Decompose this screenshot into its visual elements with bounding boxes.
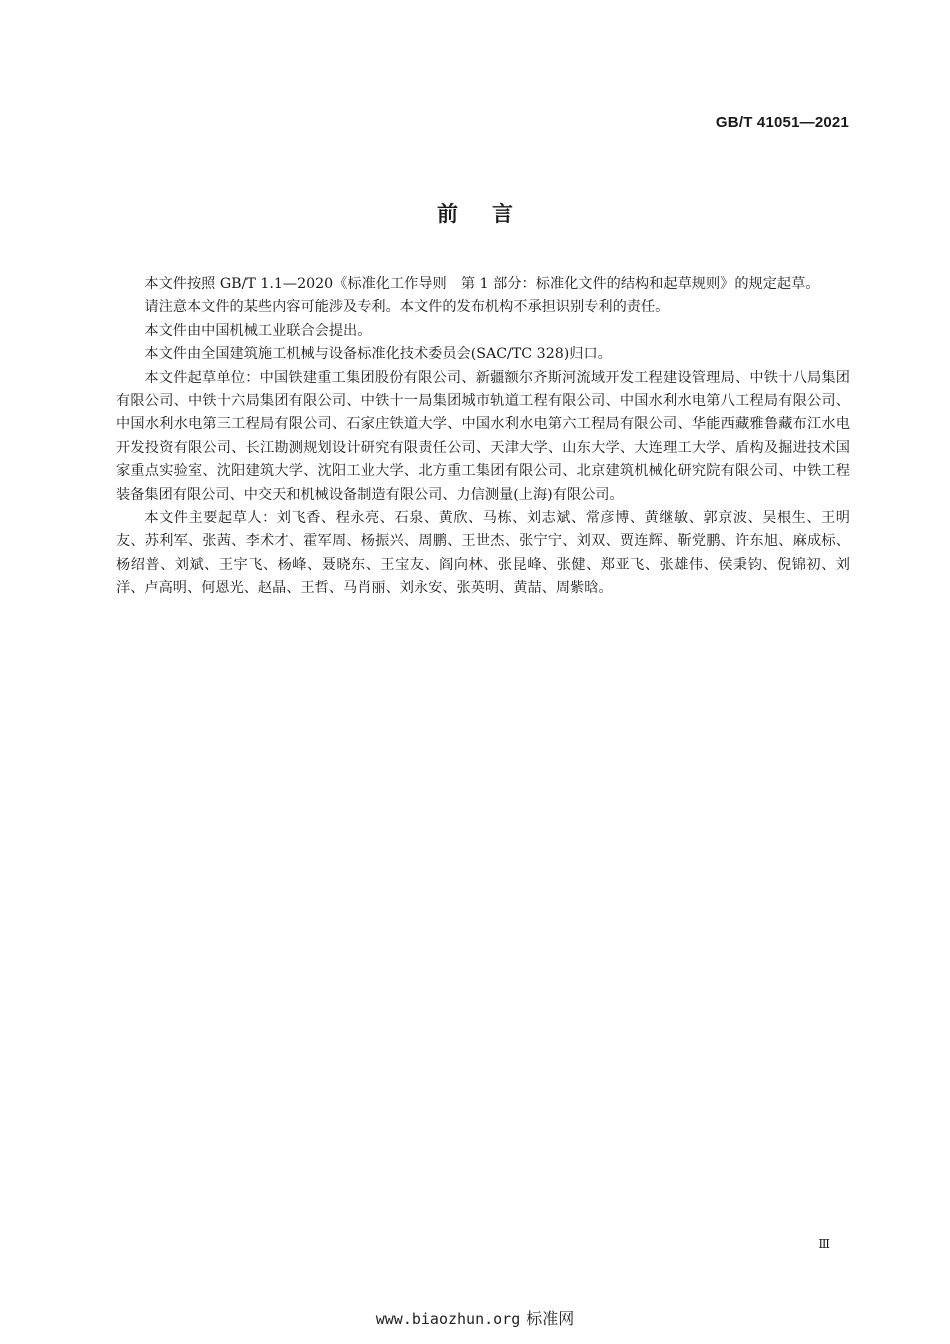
page-title: 前言	[437, 202, 547, 226]
footer-site-name: 标准网	[526, 1309, 575, 1328]
paragraph-drafters: 本文件主要起草人：刘飞香、程永亮、石泉、黄欣、马栋、刘志斌、常彦博、黄继敏、郭京波、吴根生、王明友、苏利军、张茜、李术才、霍军周、杨振兴、周鹏、王世杰、张宁宁、刘双、贾连辉、靳党鹏、许东旭、麻成标、杨绍普、刘斌、王宇飞、杨峰、聂晓东、王宝友、阎向林、张昆峰、张健、郑亚飞、张雄伟、侯秉钧、倪锦初、刘洋、卢高明、何恩光、赵晶、王哲、马肖丽、刘永安、张英明、黄喆、周紫晗。	[116, 510, 850, 597]
foreword-body	[116, 273, 850, 601]
footer-url[interactable]: www.biaozhun.org	[375, 1310, 521, 1328]
paragraph-drafting-rules: 本文件按照 GB/T 1.1—2020《标准化工作导则 第 1 部分：标准化文件的结构和起草规则》的规定起草。	[144, 276, 820, 292]
paragraph-proposer: 本文件由中国机械工业联合会提出。	[144, 322, 372, 339]
paragraph-drafting-units: 本文件起草单位：中国铁建重工集团股份有限公司、新疆额尔齐斯河流域开发工程建设管理局、中铁十八局集团有限公司、中铁十六局集团有限公司、中铁十一局集团城市轨道工程有限公司、中国水利水电第八工程局有限公司、中国水利水电第三工程局有限公司、石家庄铁道大学、中国水利水电第六工程局有限公司、华能西藏雅鲁藏布江水电开发投资有限公司、长江勘测规划设计研究有限责任公司、天津大学、山东大学、大连理工大学、盾构及掘进技术国家重点实验室、沈阳建筑大学、沈阳工业大学、北方重工集团有限公司、北京建筑机械化研究院有限公司、中铁工程装备集团有限公司、中交天和机械设备制造有限公司、力信测量(上海)有限公司。	[116, 369, 850, 503]
paragraph-patent-notice: 请注意本文件的某些内容可能涉及专利。本文件的发布机构不承担识别专利的责任。	[144, 299, 670, 316]
footer	[0, 1306, 950, 1329]
standard-number: GB/T 41051—2021	[715, 114, 849, 131]
page-number: Ⅲ	[818, 1237, 830, 1251]
paragraph-committee: 本文件由全国建筑施工机械与设备标准化技术委员会(SAC/TC 328)归口。	[144, 346, 612, 363]
